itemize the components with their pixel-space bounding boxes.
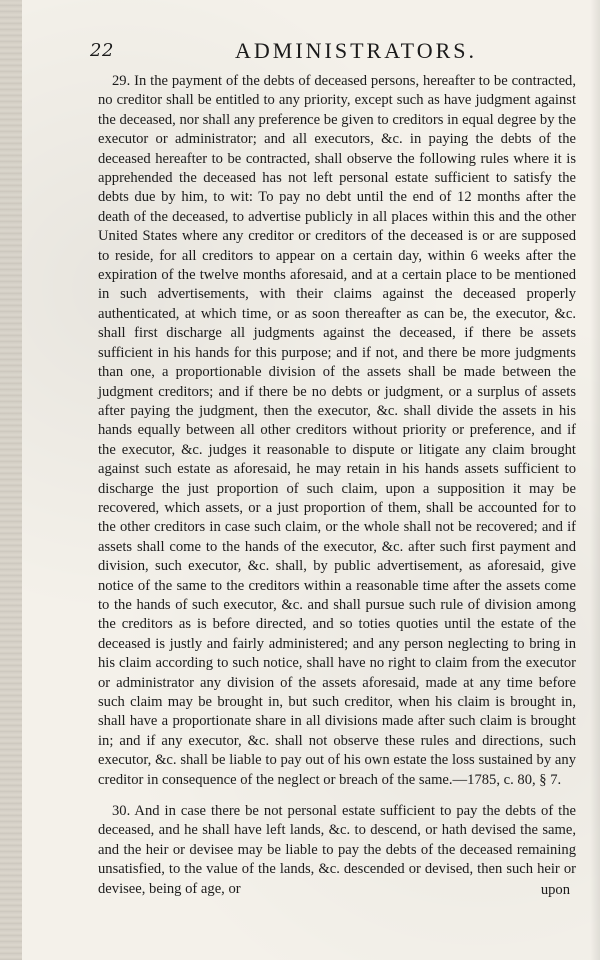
page-header [90,40,570,64]
catchword: upon [540,882,570,898]
page-edge [590,0,600,960]
running-head: ADMINISTRATORS. [235,38,478,63]
page-number: 22 [90,40,114,61]
section-30-paragraph: 30. And in case there be not personal estate sufficient to pay the debts of the deceased, and he shall have left lands, &c. to descend, or hath devised the same, and the heir or devisee may be liable to pay the debts of the deceased remaining unsatisfied, to the value of the lands, &c. descended or devised, then such heir or devisee, being of age, or [98,803,576,897]
section-29-paragraph: 29. In the payment of the debts of deceased persons, hereafter to be contracted, no creditor shall be entitled to any priority, except such as have judgment against the deceased, nor shall any preference be given to creditors in equal degree by the executor or administrator; and all executors, &c. in paying the debts of the deceased hereafter to be contracted, shall observe the following rules where it is apprehended the deceased has not left personal estate sufficient to satisfy the debts due by him, to wit: To pay no debt until the end of 12 months after the death of the deceased, to advertise publicly in all places within this and the other United States where any creditor or creditors of the deceased is or are supposed to reside, for all creditors to appear on a certain day, within 6 weeks after the expiration of the twelve months aforesaid, and at a certain place to be mentioned in such advertisements, with their claims against the deceased properly authenticated, at which time, or as soon thereafter as can be, the executor, &c. shall first discharge all judgments against the deceased, if there be assets sufficient in his hands for this purpose; and if not, and there be more judgments than one, a proportionable division of the assets shall be made between the judgment creditors; and if there be no debts or judgment, or a surplus of assets after paying the judgment, then the executor, &c. shall divide the assets in his hands equally between all other creditors without priority or preference, and if the executor, &c. judges it reasonable to dispute or litigate any claim brought against such estate as aforesaid, he may retain in his hands assets sufficient to discharge the just proportion of such claim, upon a supposition it may be recovered, which assets, or a just proportion of them, shall be accounted for to the other creditors in case such claim, or the whole shall not be recovered; and if assets shall come to the hands of the executor, &c. after such first payment and division, such executor, &c. shall, by public advertisement, as aforesaid, give notice of the same to the creditors within a reasonable time after the assets come to the hands of such executor, &c. and shall pursue such rule of division among the creditors as is before directed, and so toties quoties until the estate of the deceased is justly and fairly administered; and any person neglecting to bring in his claim according to such notice, shall have no right to claim from the executor or administrator any division of the assets aforesaid, made at any time before such claim may be brought in, but such creditor, when his claim is brought in, shall have a proportionate share in all divisions made after such claim is brought in; and if any executor, &c. shall not observe these rules and directions, such executor, &c. shall be liable to pay out of his own estate the loss sustained by any creditor in consequence of the neglect or breach of the same.—1785, c. 80, § 7. [98,73,576,788]
page-body [98,72,576,899]
page-gutter [0,0,22,960]
